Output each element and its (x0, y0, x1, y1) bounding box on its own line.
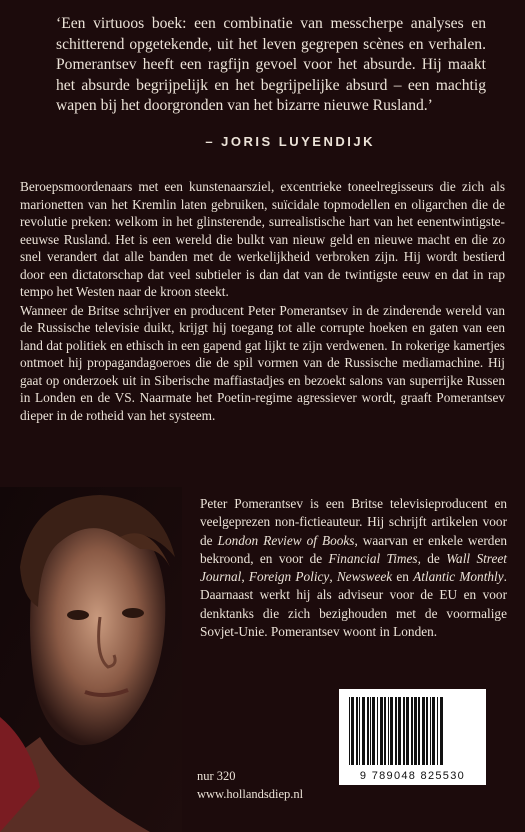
publication-name: Atlantic Monthly (413, 569, 504, 585)
barcode-bar (367, 697, 369, 765)
barcode-bar (372, 697, 375, 765)
barcode-bar (388, 697, 389, 765)
barcode-bar (395, 697, 397, 765)
author-bio (200, 495, 507, 641)
barcode-bar (418, 697, 420, 765)
barcode-bar (356, 697, 358, 765)
bio-text: . Daarnaast werkt hij als adviseur voor de EU en voor denktanks die zich bezighouden met de voormalige Sovjet-Unie. Pomerantsev woont in Londen. (200, 569, 507, 640)
quote-author: – JORIS LUYENDIJK (205, 134, 375, 149)
barcode-bar (432, 697, 435, 765)
review-quote: ‘Een virtuoos boek: een combinatie van messcherpe analyses en schitterend opgetekende, uit het leven gegrepen scènes en verhalen. Pomerantsev heeft een ragfijn gevoel voor het absurde. Hij maakt het absurde begrijpelijk en het begrijpelijke absurd – een machtig wapen bij het doorgronden van het bizarre nieuwe Rusland.’ (56, 15, 486, 114)
imprint-info (197, 767, 303, 803)
isbn-barcode (339, 689, 486, 785)
bio-text: en (392, 569, 414, 585)
publisher-website: www.hollandsdiep.nl (197, 787, 304, 801)
bio-text: Peter Pomerantsev is een Britse televisieproducent en veelgeprezen non-fictieauteur. Hij schrijft artikelen voor de (200, 496, 507, 548)
barcode-bar (398, 697, 401, 765)
book-blurb (20, 178, 505, 424)
barcode-bar (411, 697, 413, 765)
bio-text: , waarvan er enkele werden bekroond, en voor de (200, 532, 507, 566)
barcode-bar (362, 697, 365, 765)
barcode-bar (390, 697, 393, 765)
barcode-bar (422, 697, 425, 765)
blurb-paragraph: Wanneer de Britse schrijver en producent Peter Pomerantsev in de zinderende wereld van de Russische televisie duikt, krijgt hij toegang tot alle corrupte hoeken en gaten van een land dat politiek en ethisch in een gapend gat lijkt te zijn verdwenen. In rokerige kamertjes ontmoet hij propagandagoeroes die de spil vormen van de Russische mediamachine. Hij gaat op onderzoek uit in Siberische maffiastadjes en bezoekt salons van superrijke Russen in Londen en de VS. Naarmate het Poetin-regime agressiever wordt, graaft Pomerantsev dieper in de rotheid van het systeem. (20, 302, 505, 423)
barcode-bar (414, 697, 417, 765)
publication-name: Newsweek (336, 569, 393, 585)
barcode-bar (440, 697, 443, 765)
barcode-bar (359, 697, 360, 765)
barcode-bar (380, 697, 383, 765)
barcode-bar (351, 697, 354, 765)
bio-text: , de (417, 550, 447, 566)
bio-text: , (241, 569, 249, 585)
barcode-bar (370, 697, 371, 765)
blurb-paragraph: Beroepsmoordenaars met een kunstenaarsziel, excentrieke toneelregisseurs die zich als marionetten van het Kremlin laten gebruiken, suïcidale topmodellen en oligarchen die de revolutie preken: welkom in het glinsterende, surrealistische hart van het eenentwintigste-eeuwse Rusland. Het is een wereld die bulkt van nieuw geld en nieuwe macht en die zo snel verandert dat alle banden met de werkelijkheid verbroken zijn. Hij wordt bestierd door een dictatorschap dat veel subtieler is dan dat van de twintigste eeuw en dat in rap tempo het Westen naar de kroon steekt. (20, 179, 505, 299)
barcode-bar (430, 697, 431, 765)
barcode-bar (349, 697, 350, 765)
publication-name: Financial Times (328, 550, 418, 566)
barcode-bar (377, 697, 378, 765)
barcode-bar (403, 697, 405, 765)
barcode-bar (437, 697, 438, 765)
author-portrait-image (0, 487, 182, 832)
barcode-bar (406, 697, 409, 765)
nur-code: nur 320 (197, 769, 236, 783)
author-photo (0, 487, 182, 832)
barcode-bar (384, 697, 386, 765)
isbn-number: 9 789048 825530 (359, 770, 466, 782)
publication-name: Foreign Policy (248, 569, 330, 585)
barcode-bar (426, 697, 428, 765)
publication-name: London Review of Books (217, 532, 355, 548)
barcode-bars (339, 689, 486, 769)
publication-name: Wall Street Journal (200, 550, 507, 585)
bio-text: , (329, 569, 337, 585)
